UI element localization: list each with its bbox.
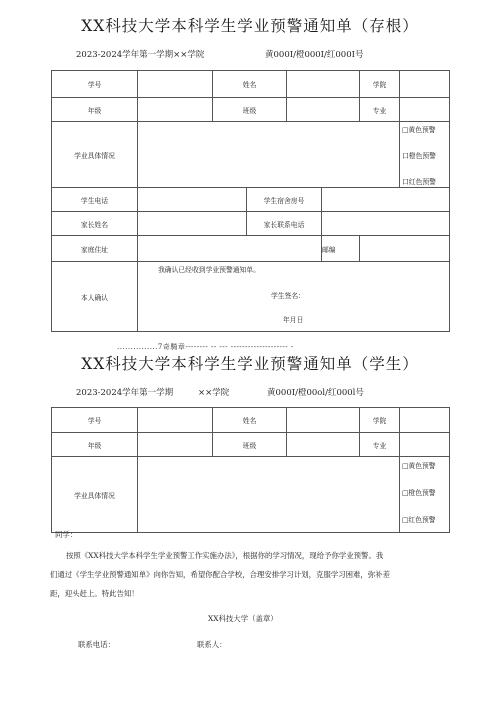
notice-warning-options <box>400 457 450 533</box>
confirm-area <box>138 262 450 332</box>
name-field[interactable] <box>287 71 360 98</box>
issuer-seal: XX科技大学（盖章） <box>208 614 278 623</box>
parent-name-field[interactable] <box>138 212 247 236</box>
notice-situation-label: 学业具体情况 <box>52 457 138 533</box>
confirm-label: 本人确认 <box>52 262 138 332</box>
notice-student-id-field[interactable] <box>138 408 213 433</box>
stub-semester: 2023-2024学年第一学期××学院 <box>76 50 205 60</box>
name-label: 姓名 <box>213 71 287 98</box>
phone-field[interactable] <box>138 188 247 212</box>
college-label: 学院 <box>360 71 400 98</box>
greeting: 同学： <box>55 530 78 539</box>
warning-options <box>400 122 450 188</box>
signature-label[interactable]: 学生签名： <box>271 292 305 300</box>
notice-class-field[interactable] <box>287 433 360 457</box>
college-field[interactable] <box>400 71 450 98</box>
notice-major-field[interactable] <box>400 433 450 457</box>
grade-field[interactable] <box>138 98 213 122</box>
notice-situation-field[interactable] <box>138 457 400 533</box>
stub-number: 黄000I/橙000I/红000I号 <box>265 50 364 60</box>
body-line-2: 们通过《学生学业预警通知单》向你告知，希望你配合学校，合理安排学习计划，克服学习困难，弥补差 <box>50 570 390 579</box>
warning-orange-checkbox[interactable]: 口橙色预警 <box>402 152 436 160</box>
notice-warning-red-checkbox[interactable]: □红色预警 <box>402 516 436 524</box>
notice-college: ××学院 <box>198 388 230 398</box>
stub-info-table <box>51 70 450 332</box>
notice-number: 黄000I/橙00ol/红000l号 <box>267 388 364 398</box>
student-id-field[interactable] <box>138 71 213 98</box>
grade-label: 年级 <box>52 98 138 122</box>
parent-name-label: 家长姓名 <box>52 212 138 236</box>
notice-info-table <box>51 407 450 533</box>
situation-field[interactable] <box>138 122 400 188</box>
postcode-label: 邮编 <box>322 236 360 262</box>
student-id-label: 学号 <box>52 71 138 98</box>
dorm-field[interactable] <box>322 188 450 212</box>
postcode-field[interactable] <box>360 236 450 262</box>
notice-name-field[interactable] <box>287 408 360 433</box>
notice-warning-yellow-checkbox[interactable]: □黄色预警 <box>402 462 436 470</box>
cut-line: ...............7奇騎章-------- -- --- -------------------- - <box>117 343 294 351</box>
notice-major-label: 专业 <box>360 433 400 457</box>
notice-semester: 2023-2024学年第一学期 <box>76 388 174 398</box>
notice-title: XX科技大学本科学生学业预警通知单（学生） <box>81 355 419 373</box>
parent-phone-field[interactable] <box>322 212 450 236</box>
notice-grade-label: 年级 <box>52 433 138 457</box>
notice-name-label: 姓名 <box>213 408 287 433</box>
class-field[interactable] <box>287 98 360 122</box>
stub-title: XX科技大学本科学生学业预警通知单（存根） <box>81 17 419 35</box>
notice-class-label: 班级 <box>213 433 287 457</box>
address-label: 家庭住址 <box>52 236 138 262</box>
confirm-text: 我确认已经收到学业预警通知单。 <box>158 266 260 274</box>
body-line-1: 按照《XX科技大学本科学生学业预警工作实施办法》，根据你的学习情况，现给予你学业预警。我 <box>66 551 384 560</box>
warning-yellow-checkbox[interactable]: □黄色预警 <box>402 126 436 134</box>
body-line-3: 距，迎头赶上。特此告知！ <box>50 589 139 598</box>
warning-red-checkbox[interactable]: 口红色预警 <box>402 178 436 186</box>
notice-student-id-label: 学号 <box>52 408 138 433</box>
phone-label: 学生电话 <box>52 188 138 212</box>
contact-phone-label: 联系电话： <box>78 640 115 649</box>
notice-grade-field[interactable] <box>138 433 213 457</box>
address-field[interactable] <box>138 236 322 262</box>
parent-phone-label: 家长联系电话 <box>247 212 322 236</box>
notice-college-label: 学院 <box>360 408 400 433</box>
dorm-label: 学生宿舍房号 <box>247 188 322 212</box>
major-field[interactable] <box>400 98 450 122</box>
class-label: 班级 <box>213 98 287 122</box>
notice-college-field[interactable] <box>400 408 450 433</box>
notice-warning-orange-checkbox[interactable]: □橙色预警 <box>402 489 436 497</box>
signature-date: 年月日 <box>283 316 304 324</box>
situation-label: 学业具体情况 <box>52 122 138 188</box>
contact-person-label: 联系人： <box>197 640 227 649</box>
major-label: 专业 <box>360 98 400 122</box>
